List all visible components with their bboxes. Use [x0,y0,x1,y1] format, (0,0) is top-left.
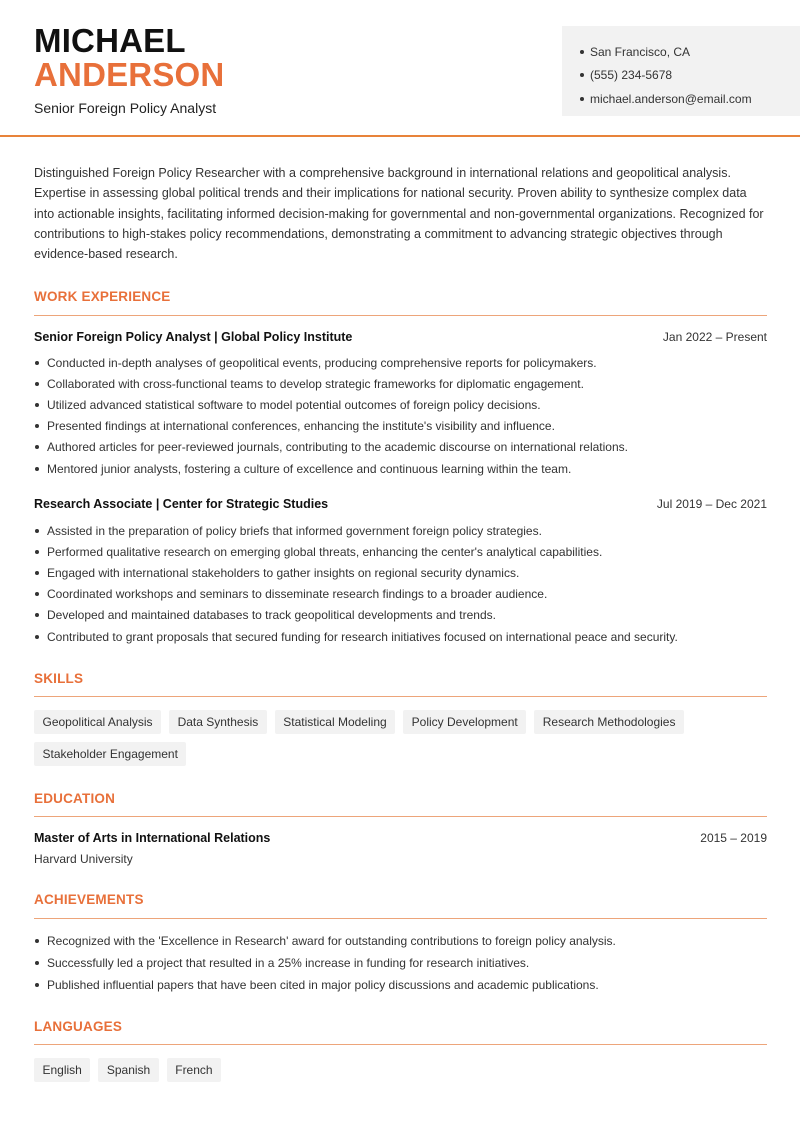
skill-chip: Geopolitical Analysis [34,710,161,734]
bullet-icon [35,613,39,617]
skill-chip: Data Synthesis [169,710,267,734]
bullet-icon [580,50,584,54]
job-header [34,497,767,511]
section-divider [34,1044,767,1045]
school-name: Harvard University [34,852,133,866]
bullet-icon [35,635,39,639]
job-header [34,330,767,344]
job-bullets [34,352,767,479]
bullet-icon [35,382,39,386]
bullet-icon [35,571,39,575]
section-title-achievements: ACHIEVEMENTS [34,892,144,907]
job-role: Senior Foreign Policy Analyst | Global Policy Institute [34,330,353,344]
bullet-icon [580,73,584,77]
bullet-icon [35,467,39,471]
section-title-skills: SKILLS [34,671,84,686]
section-title-work: WORK EXPERIENCE [34,289,171,304]
list-item: Published influential papers that have been cited in major policy discussions and academic publications. [34,974,767,996]
location-text: San Francisco, CA [590,44,691,59]
list-item: Authored articles for peer-reviewed journals, contributing to the academic discourse on international relations. [34,437,767,458]
email-text: michael.anderson@email.com [590,91,752,106]
bullet-icon [35,592,39,596]
contact-box [562,26,800,116]
section-divider [34,696,767,697]
bullet-icon [35,983,39,987]
list-item: Recognized with the 'Excellence in Research' award for outstanding contributions to foreign policy analysis. [34,930,767,952]
last-name: ANDERSON [34,56,225,93]
contact-location [580,40,800,64]
bullet-icon [35,445,39,449]
list-item: Coordinated workshops and seminars to disseminate research findings to a broader audience. [34,584,767,605]
job-dates: Jul 2019 – Dec 2021 [656,497,767,511]
skills-list [34,710,767,774]
contact-email [580,87,800,111]
list-item: Successfully led a project that resulted in a 25% increase in funding for research initiatives. [34,952,767,974]
section-title-languages: LANGUAGES [34,1019,123,1034]
list-item: Utilized advanced statistical software to model potential outcomes of foreign policy decisions. [34,394,767,415]
bullet-icon [35,961,39,965]
section-divider [34,918,767,919]
skill-chip: Policy Development [403,710,526,734]
list-item: Presented findings at international conferences, enhancing the institute's visibility and influence. [34,416,767,437]
list-item: Conducted in-depth analyses of geopolitical events, producing comprehensive reports for policymakers. [34,352,767,373]
list-item: Assisted in the preparation of policy briefs that informed government foreign policy strategies. [34,520,767,541]
skill-chip: Research Methodologies [534,710,684,734]
skill-chip: Stakeholder Engagement [34,742,186,766]
achievements-list [34,930,767,996]
language-chip: French [167,1058,221,1082]
list-item: Engaged with international stakeholders to gather insights on regional security dynamics. [34,562,767,583]
education-header [34,831,767,845]
education-dates: 2015 – 2019 [700,831,767,845]
profile-summary: Distinguished Foreign Policy Researcher with a comprehensive background in international relations and geopolitical analysis. Expertise in assessing global political trends and their implications for national security. Proven ability to synthesize complex data into actionable insights, facilitating informed decision-making for governmental and non-governmental organizations. Recognized for contributions to high-stakes policy recommendations, demonstrating a commitment to advancing strategic objectives through evidence-based research. [34,166,764,262]
language-chip: Spanish [98,1058,158,1082]
degree-name: Master of Arts in International Relations [34,831,271,845]
list-item: Developed and maintained databases to track geopolitical developments and trends. [34,605,767,626]
contact-phone [580,64,800,88]
phone-text: (555) 234-5678 [590,68,673,83]
section-divider [34,816,767,817]
skill-chip: Statistical Modeling [275,710,395,734]
bullet-icon [35,361,39,365]
job-role: Research Associate | Center for Strategic Studies [34,497,329,511]
job-dates: Jan 2022 – Present [662,330,767,344]
section-title-education: EDUCATION [34,791,116,806]
candidate-name [34,24,224,91]
bullet-icon [35,403,39,407]
resume-header [0,0,800,137]
job-title: Senior Foreign Policy Analyst [34,100,217,116]
list-item: Collaborated with cross-functional teams to develop strategic frameworks for diplomatic engagement. [34,373,767,394]
bullet-icon [580,97,584,101]
list-item: Contributed to grant proposals that secured funding for research initiatives focused on international peace and security. [34,626,767,647]
bullet-icon [35,550,39,554]
list-item: Performed qualitative research on emerging global threats, enhancing the center's analytical capabilities. [34,541,767,562]
first-name: MICHAEL [34,22,186,59]
languages-list [34,1058,767,1090]
bullet-icon [35,529,39,533]
language-chip: English [34,1058,90,1082]
bullet-icon [35,424,39,428]
list-item: Mentored junior analysts, fostering a culture of excellence and continuous learning within the team. [34,458,767,479]
bullet-icon [35,939,39,943]
section-divider [34,315,767,316]
job-bullets [34,520,767,647]
